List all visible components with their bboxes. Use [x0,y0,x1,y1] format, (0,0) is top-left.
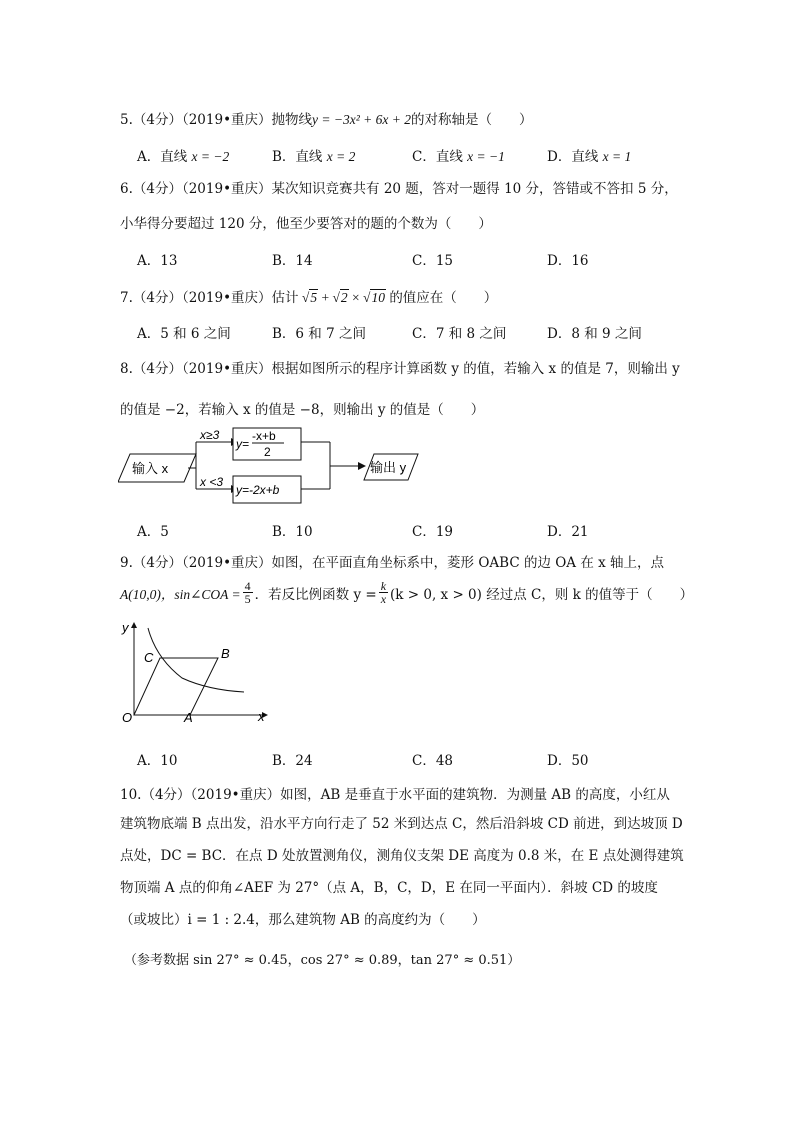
point-c-label: C [144,650,154,665]
flow-top-num: -x+b [252,429,276,443]
q9-option-c[interactable]: C．48 [412,753,454,769]
q6-line2: 小华得分要超过 120 分，他至少要答对的题的个数为（ ） [120,216,492,232]
q8-line2: 的值是 −2，若输入 x 的值是 −8，则输出 y 的值是（ ） [120,402,485,418]
flow-cond-top: x≥3 [200,428,220,442]
q8-option-d[interactable]: D．21 [547,524,589,540]
q6-option-a[interactable]: A．13 [137,253,178,269]
q9-option-a[interactable]: A．10 [137,753,178,769]
q9-option-b[interactable]: B．24 [272,753,313,769]
q9-option-d[interactable]: D．50 [547,753,589,769]
sqrt-2: √2 [332,290,348,305]
fraction-k-x: $\frac{k}{x}$ [380,579,387,606]
q5-option-b[interactable]: B．直线 x = 2 [272,149,356,165]
sqrt-10: √10 [363,290,385,305]
q7-suffix: 的值应在（ ） [389,290,498,306]
q9-line1: 9.（4分）（2019•重庆）如图，在平面直角坐标系中，菱形 OABC 的边 OA 在 x 轴上，点 [120,555,665,571]
flow-top-den: 2 [264,445,271,459]
q7-option-b[interactable]: B．6 和 7 之间 [272,326,366,342]
flow-input-label: 输入 x [132,461,169,476]
q7-option-d[interactable]: D．8 和 9 之间 [547,326,642,342]
q8-option-a[interactable]: A．5 [137,524,169,540]
q10-line1: 10.（4分）（2019•重庆）如图，AB 是垂直于水平面的建筑物．为测量 AB 的高度，小红从 [120,787,670,803]
q5-option-c[interactable]: C．直线 x = −1 [412,149,505,165]
q10-line2: 建筑物底端 B 点出发，沿水平方向行走了 52 米到达点 C，然后沿斜坡 CD 前进，到达坡顶 D [120,816,683,832]
fraction-4-5: $\frac{4}{5}$ [244,579,251,606]
q5-equation: y = −3x² + 6x + 2 [312,112,412,127]
q7-stem: 7.（4分）（2019•重庆）估计 √5 + √2 × √10 的值应在（ ） [120,290,498,306]
q8-option-c[interactable]: C．19 [412,524,454,540]
q8-flowchart [118,426,428,516]
q5-prefix: 5.（4分）（2019•重庆）抛物线 [120,112,313,128]
q8-option-b[interactable]: B．10 [272,524,313,540]
origin-label: O [122,710,133,725]
q7-option-c[interactable]: C．7 和 8 之间 [412,326,507,342]
flow-output-label: 输出 y [370,460,407,475]
axis-x-label: x [258,709,265,724]
q5-stem [120,108,533,128]
q6-line1: 6.（4分）（2019•重庆）某次知识竞赛共有 20 题，答对一题得 10 分，答错或不答扣 5 分， [120,181,678,197]
q7-prefix: 7.（4分）（2019•重庆）估计 [120,290,299,306]
q7-option-a[interactable]: A．5 和 6 之间 [137,326,231,342]
q5-suffix: 的对称轴是（ ） [411,112,533,128]
q6-option-d[interactable]: D．16 [547,253,589,269]
q10-line5: （或坡比）i = 1 : 2.4，那么建筑物 AB 的高度约为（ ） [120,912,486,928]
flow-bottom-label: y=-2x+b [236,483,280,497]
q10-line4: 物顶端 A 点的仰角∠AEF 为 27°（点 A，B，C，D，E 在同一平面内）．斜坡 CD 的坡度 [120,880,658,896]
point-b-label: B [221,646,230,661]
q9-graph [112,618,272,728]
q10-line3: 点处，DC = BC．在点 D 处放置测角仪，测角仪支架 DE 高度为 0.8 米，在 E 点处测得建筑 [120,848,684,864]
sqrt-5: √5 [301,290,318,305]
axis-y-label: y [122,620,129,635]
q5-option-a[interactable]: A．直线 x = −2 [137,149,230,165]
q8-line1: 8.（4分）（2019•重庆）根据如图所示的程序计算函数 y 的值，若输入 x 的值是 7，则输出 y [120,361,680,377]
q5-option-d[interactable]: D．直线 x = 1 [547,149,632,165]
flow-top-lhs: y= [236,437,250,451]
q6-option-b[interactable]: B．14 [272,253,313,269]
q10-reference-data: （参考数据 sin 27° ≈ 0.45，cos 27° ≈ 0.89，tan 27° ≈ 0.51） [124,953,521,968]
flow-cond-bottom: x <3 [200,475,224,489]
q9-line2: A(10,0)，sin∠COA = $\frac{4}{5}$ ．若反比例函数 y = $\frac{k}{x}$ (k > 0, x > 0) 经过点 C，则 k 的值等于（ ） [120,579,694,606]
point-a-label: A [184,710,193,725]
q6-option-c[interactable]: C．15 [412,253,454,269]
